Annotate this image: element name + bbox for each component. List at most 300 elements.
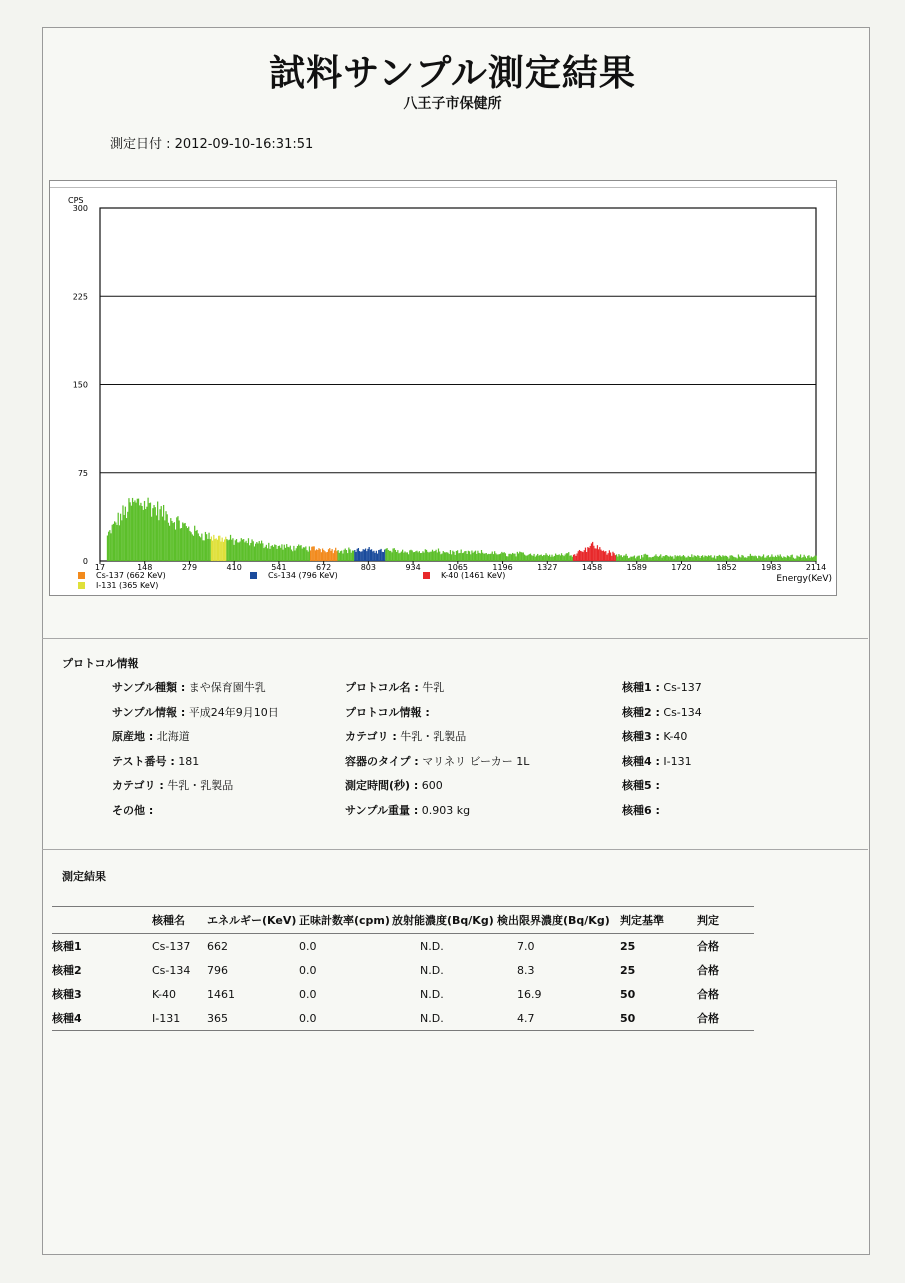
divider [42, 849, 868, 850]
spectrum-bar [520, 552, 521, 561]
spectrum-bar [173, 523, 174, 561]
column-header [52, 907, 152, 934]
table-cell: 662 [207, 939, 228, 953]
table-cell: N.D. [420, 939, 444, 953]
table-cell: 25 [620, 939, 636, 953]
spectrum-bar [539, 555, 540, 561]
table-cell: Cs-137 [152, 939, 191, 953]
spectrum-bar [418, 552, 419, 561]
spectrum-bar [377, 554, 378, 561]
table-cell: 1461 [207, 987, 235, 1001]
spectrum-bar [694, 555, 695, 561]
spectrum-bar [702, 555, 703, 561]
spectrum-bar [603, 550, 604, 561]
spectrum-bar [432, 550, 433, 561]
spectrum-bar [590, 546, 591, 561]
spectrum-bar [775, 556, 776, 561]
spectrum-bar [153, 505, 154, 561]
spectrum-bar [755, 556, 756, 561]
spectrum-bar [562, 555, 563, 561]
spectrum-bar [281, 544, 282, 561]
spectrum-bar [329, 548, 330, 561]
spectrum-bar [425, 549, 426, 561]
spectrum-bar [663, 556, 664, 561]
field-value: 平成24年9月10日 [188, 705, 279, 719]
x-tick-label: 1065 [447, 563, 469, 572]
spectrum-bar [582, 552, 583, 561]
spectrum-bar [279, 546, 280, 561]
spectrum-bar [326, 552, 327, 561]
spectrum-bar [322, 548, 323, 561]
spectrum-bar [567, 553, 568, 561]
spectrum-bar [167, 514, 168, 561]
spectrum-bar [685, 558, 686, 561]
spectrum-bar [708, 555, 709, 561]
spectrum-bar [465, 551, 466, 561]
field-value: まや保育園牛乳 [188, 681, 266, 694]
spectrum-bar [585, 548, 586, 561]
spectrum-bar [125, 507, 126, 561]
table-row [52, 934, 754, 959]
spectrum-bar [549, 555, 550, 561]
spectrum-bar [501, 552, 502, 561]
spectrum-bar [164, 520, 165, 561]
table-cell: Cs-134 [152, 963, 191, 977]
spectrum-bar [446, 552, 447, 561]
field-label: プロトコル情報 : [345, 705, 430, 719]
spectrum-bar [486, 553, 487, 561]
table-cell: 8.3 [517, 963, 535, 977]
spectrum-bar [653, 557, 654, 561]
spectrum-bar [196, 530, 197, 561]
spectrum-bar [257, 543, 258, 561]
table-cell: 796 [207, 963, 228, 977]
spectrum-bar [248, 538, 249, 561]
spectrum-bar [658, 557, 659, 561]
spectrum-bar [502, 553, 503, 561]
column-header: 判定 [697, 907, 754, 934]
spectrum-bar [649, 557, 650, 561]
spectrum-bar [223, 542, 224, 561]
spectrum-bar [127, 512, 128, 561]
spectrum-bar [198, 533, 199, 561]
spectrum-bar [455, 555, 456, 561]
spectrum-bar [526, 556, 527, 561]
spectrum-bar [121, 520, 122, 561]
spectrum-bar [260, 543, 261, 561]
spectrum-bar [587, 547, 588, 561]
x-tick-label: 410 [226, 563, 242, 572]
table-cell: 核種1 [52, 940, 82, 953]
spectrum-bar [192, 534, 193, 561]
spectrum-bar [431, 552, 432, 561]
protocol-field [622, 679, 702, 695]
protocol-field [345, 753, 529, 769]
spectrum-bar [251, 539, 252, 561]
spectrum-bar [628, 558, 629, 561]
table-cell: 4.7 [497, 1006, 620, 1031]
spectrum-bar [553, 557, 554, 561]
spectrum-bar [758, 556, 759, 561]
spectrum-bar [765, 558, 766, 561]
spectrum-bar [678, 556, 679, 561]
spectrum-bar [304, 547, 305, 561]
x-tick-label: 1852 [716, 563, 737, 572]
spectrum-bar [616, 554, 617, 561]
spectrum-bar [614, 553, 615, 561]
spectrum-bar [296, 548, 297, 561]
spectrum-bar [348, 548, 349, 561]
field-value: I-131 [663, 754, 692, 768]
spectrum-bar [422, 551, 423, 561]
spectrum-bar [753, 556, 754, 561]
spectrum-bar [109, 530, 110, 561]
field-label: サンプル情報 : [112, 705, 186, 719]
spectrum-bar [483, 554, 484, 561]
spectrum-bar [617, 557, 618, 562]
spectrum-bar [392, 549, 393, 562]
spectrum-bar [780, 554, 781, 561]
spectrum-bar [781, 557, 782, 561]
field-label: 核種4 : [622, 754, 660, 768]
spectrum-bar [633, 556, 634, 561]
spectrum-bar [168, 523, 169, 561]
spectrum-bar [190, 532, 191, 561]
spectrum-bar [437, 552, 438, 561]
spectrum-bar [382, 552, 383, 561]
spectrum-bar [378, 550, 379, 561]
spectrum-bar [396, 552, 397, 561]
spectrum-bar [372, 551, 373, 561]
spectrum-bar [185, 523, 186, 561]
spectrum-bar [438, 548, 439, 561]
spectrum-bar [337, 550, 338, 561]
spectrum-bar [698, 556, 699, 561]
spectrum-bar [433, 551, 434, 561]
spectrum-bar [346, 550, 347, 561]
spectrum-bar [195, 531, 196, 561]
spectrum-bar [770, 557, 771, 561]
table-cell: 合格 [697, 940, 719, 953]
spectrum-bar [504, 552, 505, 561]
spectrum-bar [298, 544, 299, 561]
spectrum-bar [796, 556, 797, 562]
spectrum-bar [410, 550, 411, 561]
spectrum-bar [774, 557, 775, 561]
spectrum-bar [116, 525, 117, 561]
y-tick-label: 0 [82, 557, 88, 566]
spectrum-bar [413, 552, 414, 561]
field-label: 核種3 : [622, 730, 660, 743]
spectrum-bar [188, 527, 189, 561]
spectrum-bar [692, 557, 693, 561]
spectrum-bar [496, 554, 497, 561]
spectrum-bar [323, 550, 324, 561]
spectrum-bar [273, 547, 274, 561]
spectrum-bar [661, 558, 662, 561]
spectrum-bar [752, 556, 753, 561]
spectrum-bar [771, 554, 772, 561]
spectrum-bar [505, 553, 506, 561]
spectrum-bar [591, 543, 592, 561]
spectrum-bar [420, 553, 421, 561]
spectrum-bar [682, 556, 683, 561]
spectrum-bar [531, 555, 532, 561]
spectrum-bar [612, 552, 613, 561]
x-tick-label: 541 [271, 563, 287, 572]
x-axis-label: Energy(KeV) [776, 574, 832, 584]
spectrum-bar [709, 556, 710, 561]
spectrum-bar [107, 536, 108, 562]
spectrum-bar [303, 547, 304, 561]
spectrum-bar [476, 554, 477, 561]
spectrum-bar [468, 551, 469, 561]
spectrum-bar [670, 556, 671, 561]
protocol-field [112, 802, 153, 818]
spectrum-bar [609, 550, 610, 561]
spectrum-bar [225, 537, 226, 561]
spectrum-bar [114, 521, 115, 561]
field-value: 181 [178, 754, 200, 768]
spectrum-bar [427, 552, 428, 561]
spectrum-bar [470, 554, 471, 561]
spectrum-bar [680, 557, 681, 561]
column-header: 放射能濃度(Bq/Kg) [392, 907, 497, 934]
spectrum-bar [594, 548, 595, 561]
protocol-field [622, 704, 702, 720]
spectrum-bar [256, 542, 257, 561]
spectrum-bar [769, 557, 770, 561]
spectrum-bar [108, 532, 109, 561]
legend-swatch [78, 572, 85, 579]
spectrum-bar [327, 552, 328, 561]
spectrum-bar [618, 554, 619, 561]
spectrum-bar [222, 538, 223, 561]
spectrum-bar [277, 549, 278, 561]
spectrum-bar [715, 559, 716, 561]
spectrum-bar [449, 554, 450, 561]
spectrum-bar [722, 555, 723, 561]
spectrum-bar [291, 550, 292, 561]
spectrum-bar [231, 540, 232, 561]
spectrum-bar [703, 557, 704, 561]
spectrum-bar [208, 533, 209, 561]
spectrum-bar [545, 553, 546, 561]
spectrum-bar [228, 540, 229, 561]
spectrum-bar [278, 546, 279, 561]
y-tick-label: 75 [77, 468, 88, 478]
x-tick-label: 2114 [805, 563, 827, 572]
spectrum-bar [266, 545, 267, 561]
spectrum-bar [394, 548, 395, 561]
spectrum-bar [482, 553, 483, 561]
report-title: 試料サンプル測定結果 [269, 53, 636, 94]
spectrum-bar [666, 555, 667, 561]
spectrum-bar [450, 550, 451, 561]
spectrum-bar [749, 556, 750, 561]
spectrum-bar [814, 556, 815, 561]
spectrum-bar [761, 557, 762, 561]
spectrum-bar [158, 520, 159, 561]
spectrum-bar [409, 550, 410, 561]
spectrum-bar [134, 500, 135, 561]
spectrum-bar [782, 558, 783, 561]
table-cell: 合格 [697, 988, 719, 1001]
spectrum-bar [810, 558, 811, 561]
spectrum-bar [815, 556, 816, 561]
spectrum-chart [50, 181, 836, 595]
spectrum-bar [787, 555, 788, 561]
protocol-field [345, 802, 470, 818]
spectrum-bar [299, 546, 300, 561]
spectrum-bar [241, 538, 242, 561]
column-header: 検出限界濃度(Bq/Kg) [497, 907, 620, 934]
measurement-date: 測定日付 : 2012-09-10-16:31:51 [110, 137, 314, 152]
spectrum-bar [575, 556, 576, 561]
spectrum-bar [452, 551, 453, 561]
protocol-field [345, 679, 444, 695]
spectrum-bar [385, 549, 386, 561]
column-header: エネルギー(KeV) [207, 907, 299, 934]
spectrum-bar [474, 552, 475, 561]
spectrum-bar [406, 552, 407, 561]
spectrum-bar [813, 557, 814, 561]
spectrum-bar [716, 556, 717, 561]
spectrum-bar [369, 547, 370, 561]
spectrum-bar [201, 534, 202, 561]
spectrum-bar [181, 528, 182, 561]
spectrum-bar [639, 556, 640, 561]
spectrum-bar [517, 552, 518, 561]
spectrum-bar [263, 548, 264, 561]
spectrum-bar [643, 554, 644, 561]
spectrum-bar [647, 555, 648, 561]
spectrum-bar [654, 556, 655, 561]
spectrum-bar [510, 554, 511, 561]
spectrum-bar [507, 556, 508, 561]
spectrum-bar [271, 546, 272, 561]
spectrum-bar [347, 553, 348, 561]
spectrum-bar [806, 558, 807, 561]
spectrum-bar [735, 558, 736, 561]
spectrum-bar [506, 556, 507, 561]
spectrum-bar [336, 551, 337, 561]
spectrum-bar [720, 556, 721, 561]
field-value: 牛乳・乳製品 [400, 730, 467, 743]
spectrum-bar [131, 506, 132, 561]
spectrum-bar [189, 531, 190, 561]
spectrum-bar [713, 558, 714, 562]
spectrum-bar [174, 522, 175, 561]
spectrum-bar [596, 549, 597, 561]
spectrum-bar [807, 556, 808, 561]
y-tick-label: 225 [72, 292, 88, 302]
spectrum-bar [524, 555, 525, 561]
field-value: Cs-134 [663, 705, 702, 719]
spectrum-bar [756, 556, 757, 561]
spectrum-bar [235, 540, 236, 561]
spectrum-bar [608, 553, 609, 561]
spectrum-bar [579, 550, 580, 561]
spectrum-chart-frame [49, 180, 837, 596]
spectrum-bar [560, 555, 561, 561]
spectrum-bar [343, 550, 344, 561]
spectrum-bar [330, 551, 331, 561]
spectrum-bar [358, 548, 359, 561]
spectrum-bar [309, 546, 310, 561]
spectrum-bar [576, 553, 577, 561]
spectrum-bar [784, 557, 785, 561]
field-value: マリネリ ビーカー 1L [422, 754, 530, 768]
spectrum-bar [242, 540, 243, 561]
spectrum-bar [119, 525, 120, 561]
spectrum-bar [631, 557, 632, 561]
field-value: 牛乳 [422, 681, 445, 694]
spectrum-bar [535, 557, 536, 561]
spectrum-bar [311, 547, 312, 561]
spectrum-bar [648, 557, 649, 561]
spectrum-bar [655, 554, 656, 561]
x-tick-label: 1720 [671, 563, 692, 572]
spectrum-bar [751, 556, 752, 561]
spectrum-bar [727, 557, 728, 561]
spectrum-bar [351, 553, 352, 561]
field-label: カテゴリ : [345, 730, 397, 743]
spectrum-bar [339, 553, 340, 561]
spectrum-bar [404, 551, 405, 561]
x-tick-label: 17 [94, 563, 106, 572]
spectrum-bar [512, 553, 513, 561]
spectrum-bar [554, 556, 555, 561]
spectrum-bar [581, 551, 582, 561]
spectrum-bar [578, 551, 579, 561]
table-cell: 50 [620, 1006, 697, 1031]
spectrum-bar [498, 554, 499, 561]
spectrum-bar [306, 550, 307, 561]
spectrum-bar [361, 551, 362, 561]
spectrum-bar [144, 501, 145, 561]
spectrum-bar [733, 557, 734, 561]
spectrum-bar [335, 548, 336, 561]
spectrum-bar [538, 556, 539, 561]
spectrum-bar [163, 505, 164, 561]
spectrum-bar [500, 554, 501, 561]
spectrum-bar [439, 552, 440, 561]
spectrum-bar [216, 538, 217, 561]
spectrum-bar [162, 517, 163, 561]
spectrum-bar [737, 558, 738, 561]
spectrum-bar [400, 553, 401, 561]
spectrum-bar [157, 502, 158, 561]
spectrum-bar [757, 558, 758, 561]
spectrum-bar [457, 550, 458, 561]
spectrum-bar [728, 558, 729, 561]
y-axis-label: CPS [68, 196, 84, 205]
spectrum-bar [212, 541, 213, 561]
divider [42, 638, 868, 639]
spectrum-bar [641, 555, 642, 561]
spectrum-bar [218, 536, 219, 561]
spectrum-bar [294, 550, 295, 561]
spectrum-bar [691, 554, 692, 561]
spectrum-bar [542, 556, 543, 561]
spectrum-bar [518, 553, 519, 561]
spectrum-bar [112, 525, 113, 561]
spectrum-bar [569, 556, 570, 561]
spectrum-bar [113, 524, 114, 561]
spectrum-bar [529, 554, 530, 561]
x-tick-label: 148 [137, 563, 153, 572]
